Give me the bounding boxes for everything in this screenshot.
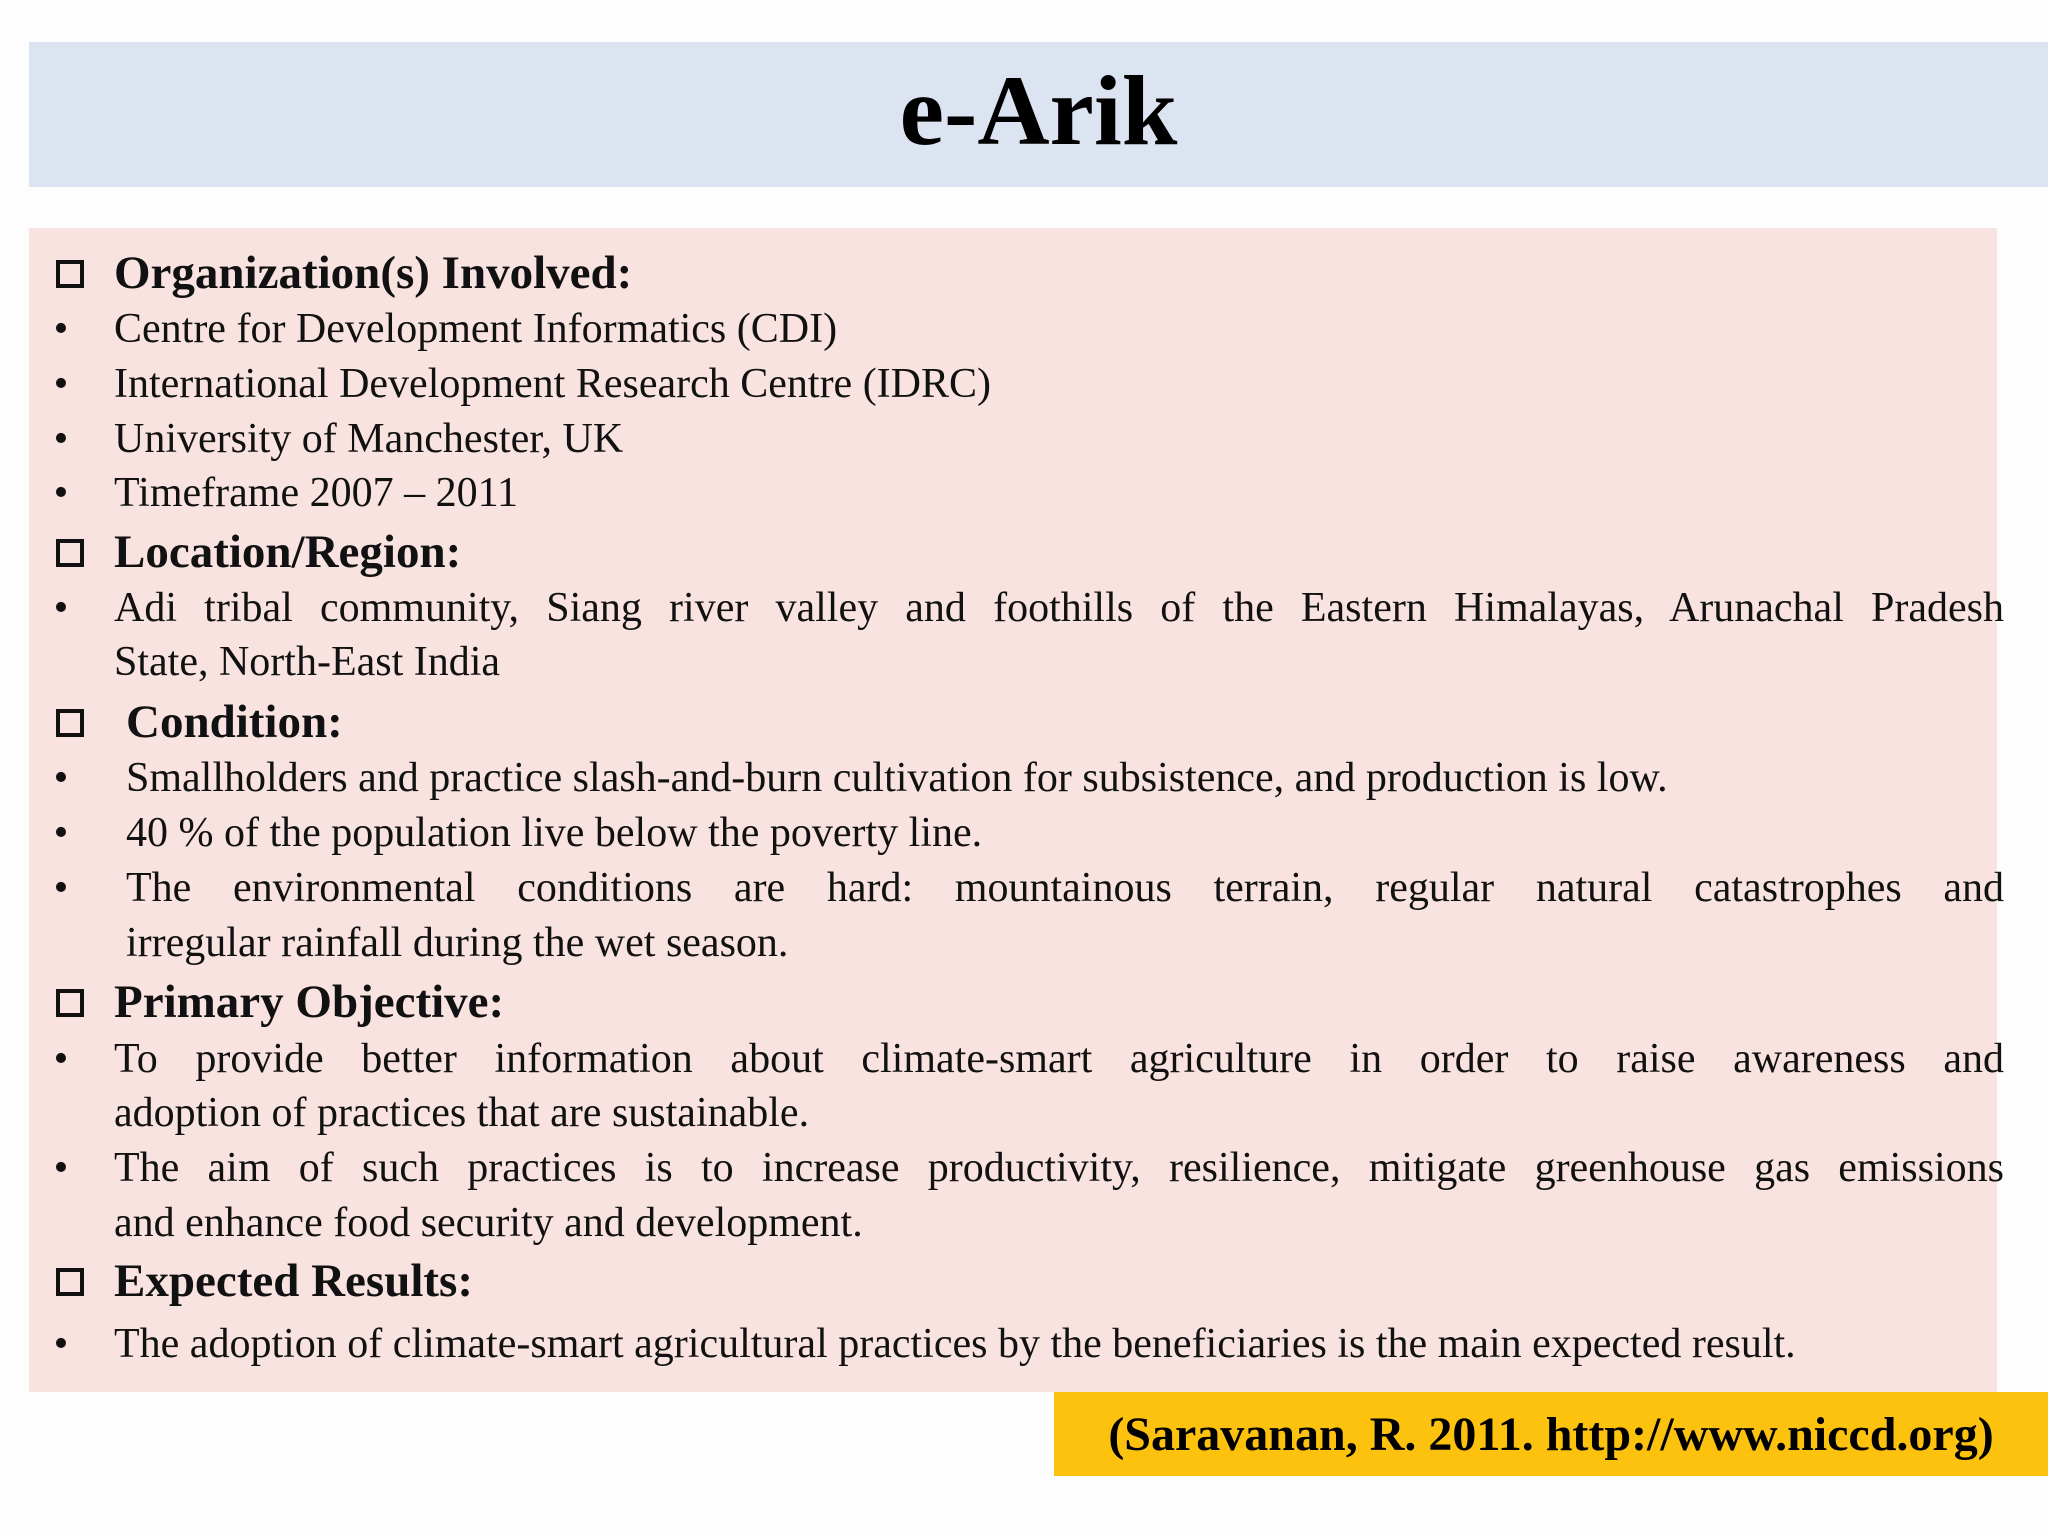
bullet-icon: •: [53, 1036, 69, 1082]
bullet-icon: •: [53, 1145, 69, 1191]
citation-box: [1054, 1392, 2048, 1476]
bullet-icon: •: [53, 361, 69, 407]
bullet-icon: •: [53, 470, 69, 516]
bullet-icon: •: [53, 810, 69, 856]
bullet-icon: •: [53, 865, 69, 911]
content-box: Organization(s) Involved: • Centre for Development Informatics (CDI) • International Development Research Centre (IDRC) • University of Manchester, UK • Timeframe 2007 – 2011 Location/Region: • Adi tribal community, Siang river valley and foothills of the Eastern Himalayas, Arunachal Pradesh State, North-East India Condition: • Smallholders and practice slash-and-burn cultivation for subsistence, and production is low. • 40 % of the population live below the poverty line. • The environmental conditions are hard: mountainous terrain, regular natural catastrophes and irregular rainfall during the wet season. Primary Objective: • To provide better information about climate-smart agriculture in order to raise awareness and adoption of practices that are sustainable. • The aim of such practices is to increase productivity, resilience, mitigate greenhouse gas emissions and enhance food security and development. Expected Results: • The adoption of climate-smart agricultural practices by the beneficiaries is the main expected result.: [29, 228, 1997, 1392]
checkbox-square-icon: [56, 1268, 84, 1296]
checkbox-square-icon: [56, 260, 84, 288]
slide-title: e-Arik: [899, 54, 1178, 166]
bullet-icon: •: [53, 585, 69, 631]
checkbox-square-icon: [56, 989, 84, 1017]
bullet-icon: •: [53, 306, 69, 352]
bullet-icon: •: [53, 416, 69, 462]
checkbox-square-icon: [56, 709, 84, 737]
bullet-icon: •: [53, 755, 69, 801]
bullet-icon: •: [53, 1321, 69, 1367]
title-bar: [29, 42, 2048, 187]
citation-text: (Saravanan, R. 2011. http://www.niccd.org): [1108, 1407, 1994, 1461]
checkbox-square-icon: [56, 539, 84, 567]
